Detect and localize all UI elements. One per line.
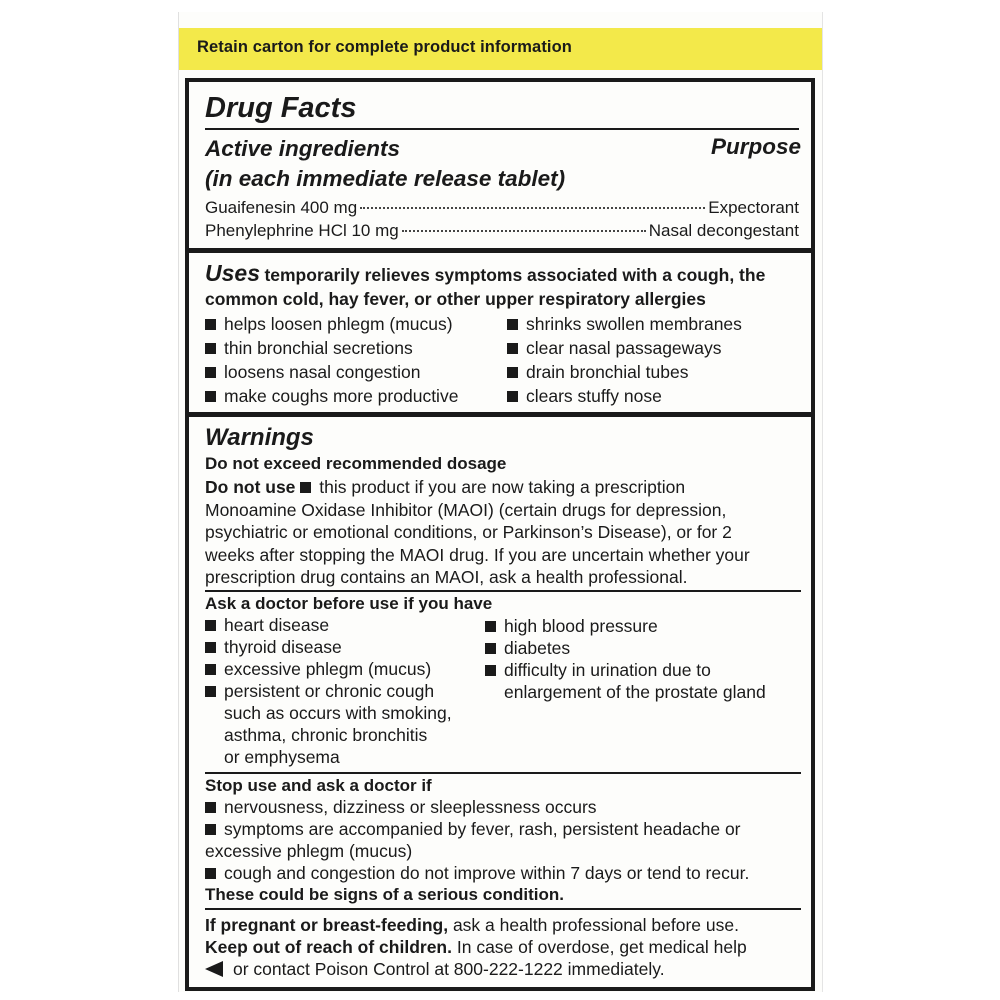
drug-facts-box	[185, 78, 815, 991]
bullet-icon	[205, 802, 216, 813]
ask-doctor-bullet: difficulty in urination due to	[485, 660, 711, 681]
bullet-icon	[205, 642, 216, 653]
bullet-icon	[485, 643, 496, 654]
bullet-icon	[485, 621, 496, 632]
stop-use-heading: Stop use and ask a doctor if	[205, 776, 432, 795]
pregnant-line: If pregnant or breast-feeding, ask a health professional before use.	[205, 915, 739, 935]
uses-bullet: clear nasal passageways	[507, 338, 722, 359]
ingredient-name: Guaifenesin 400 mg	[205, 198, 358, 217]
ingredient-purpose: Nasal decongestant	[648, 221, 799, 240]
section-divider	[189, 248, 811, 253]
bullet-icon	[205, 824, 216, 835]
stop-use-continued: excessive phlegm (mucus)	[205, 841, 413, 861]
uses-bullet: thin bronchial secretions	[205, 338, 413, 359]
uses-bullet: shrinks swollen membranes	[507, 314, 742, 335]
ask-doctor-continued: or emphysema	[224, 747, 340, 767]
ask-doctor-continued: such as occurs with smoking,	[224, 703, 452, 723]
do-not-use-label: Do not use	[205, 477, 296, 497]
ask-doctor-continued: enlargement of the prostate gland	[504, 682, 766, 702]
stop-use-bullet: nervousness, dizziness or sleeplessness occurs	[205, 797, 597, 818]
uses-bullet: loosens nasal congestion	[205, 362, 421, 383]
ask-doctor-heading: Ask a doctor before use if you have	[205, 594, 493, 613]
leader-dots	[402, 230, 646, 232]
serious-condition-note: These could be signs of a serious condition.	[205, 885, 564, 904]
uses-bullet: clears stuffy nose	[507, 386, 662, 407]
uses-text-1: temporarily relieves symptoms associated with a cough, the	[264, 265, 766, 285]
bullet-icon	[300, 482, 311, 493]
bullet-icon	[205, 319, 216, 330]
drug-facts-title: Drug Facts	[205, 92, 357, 124]
bullet-icon	[205, 664, 216, 675]
do-not-use-paragraph: Do not use this product if you are now taking a prescription Monoamine Oxidase Inhibitor (MAOI) (certain drugs for depression, psychiatric or emotional conditions, or Parkinson’s Disease), or for 2 weeks after stopping the MAOI drug. If you are uncertain whether your prescription drug contains an MAOI, ask a health professional.	[205, 477, 750, 587]
banner-text: Retain carton for complete product information	[197, 38, 572, 56]
ask-doctor-bullet: excessive phlegm (mucus)	[205, 659, 431, 680]
stop-use-bullet: symptoms are accompanied by fever, rash, persistent headache or	[205, 819, 741, 840]
bullet-icon	[205, 868, 216, 879]
uses-title: Uses	[205, 260, 260, 286]
stop-use-bullet: cough and congestion do not improve within 7 days or tend to recur.	[205, 863, 749, 884]
title-rule	[205, 128, 799, 130]
ingredient-row	[205, 221, 799, 241]
bullet-icon	[507, 319, 518, 330]
uses-bullet: drain bronchial tubes	[507, 362, 688, 383]
poison-control-line: or contact Poison Control at 800-222-1222 immediately.	[205, 959, 665, 980]
warnings-rule	[205, 772, 801, 774]
uses-text-2: common cold, hay fever, or other upper respiratory allergies	[205, 289, 706, 309]
continued-arrow-icon	[205, 961, 223, 977]
bullet-icon	[485, 665, 496, 676]
ask-doctor-bullet: thyroid disease	[205, 637, 342, 658]
bullet-icon	[205, 620, 216, 631]
active-ingredients-subheading: (in each immediate release tablet)	[205, 166, 566, 191]
section-divider	[189, 412, 811, 417]
no-exceed-dosage: Do not exceed recommended dosage	[205, 454, 507, 473]
warnings-rule	[205, 908, 801, 910]
retain-carton-banner	[179, 28, 822, 70]
ingredient-row	[205, 198, 799, 218]
warnings-rule	[205, 590, 801, 592]
purpose-heading: Purpose	[710, 134, 801, 159]
carton-panel	[178, 12, 823, 992]
uses-line-1	[205, 260, 765, 287]
bullet-icon	[205, 686, 216, 697]
ask-doctor-bullet: persistent or chronic cough	[205, 681, 434, 702]
bullet-icon	[205, 391, 216, 402]
active-ingredients-heading: Active ingredients	[205, 136, 401, 161]
uses-bullet: make coughs more productive	[205, 386, 458, 407]
bullet-icon	[507, 343, 518, 354]
ask-doctor-bullet: heart disease	[205, 615, 329, 636]
bullet-icon	[507, 391, 518, 402]
ingredient-purpose: Expectorant	[708, 198, 799, 217]
bullet-icon	[507, 367, 518, 378]
uses-bullet: helps loosen phlegm (mucus)	[205, 314, 453, 335]
bullet-icon	[205, 367, 216, 378]
ingredient-name: Phenylephrine HCl 10 mg	[205, 221, 399, 240]
warnings-title: Warnings	[205, 424, 314, 451]
ask-doctor-bullet: diabetes	[485, 638, 570, 659]
bullet-icon	[205, 343, 216, 354]
leader-dots	[360, 207, 705, 209]
ask-doctor-bullet: high blood pressure	[485, 616, 658, 637]
ask-doctor-continued: asthma, chronic bronchitis	[224, 725, 428, 745]
keep-out-line: Keep out of reach of children. In case of overdose, get medical help	[205, 937, 747, 957]
